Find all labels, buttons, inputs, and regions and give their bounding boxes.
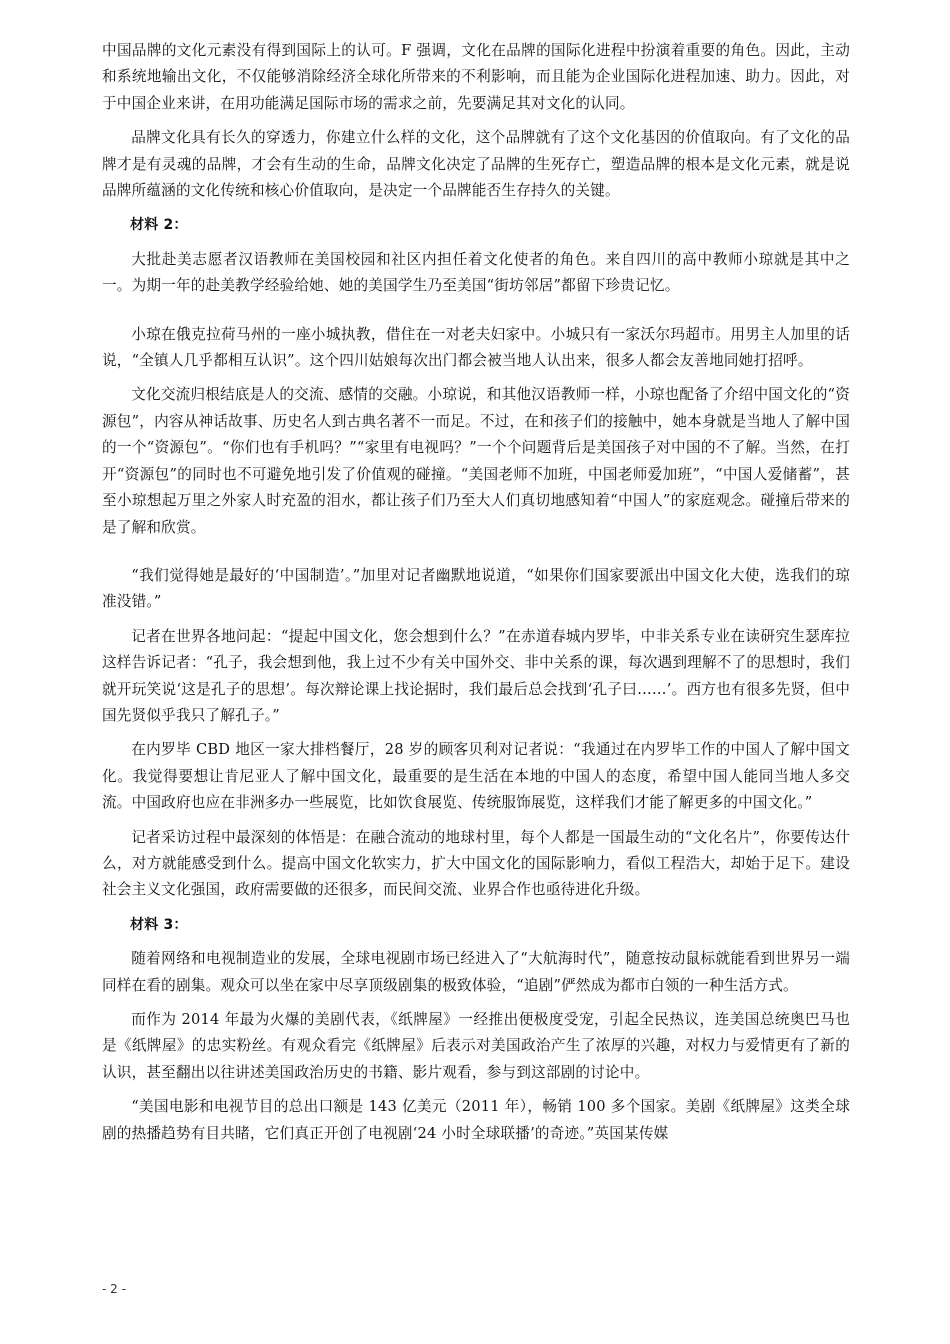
section-label-material-2: 材料 2：	[130, 217, 188, 234]
paragraph-3: 大批赴美志愿者汉语教师在美国校园和社区内担任着文化使者的角色。来自四川的高中教师小琼就是其中之一。为期一年的赴美教学经验给她、她的美国学生乃至美国“街坊邻居”都留下珍贵记忆。	[102, 250, 850, 295]
page-number: - 2 -	[102, 1282, 126, 1296]
paragraph-12: “美国电影和电视节目的总出口额是 143 亿美元（2011 年），畅销 100 多个国家。美剧《纸牌屋》这类全球剧的热播趋势有目共睹，它们真正开创了电视剧‘24 小时全球联播’的奇迹。”英国某传媒	[102, 1098, 850, 1142]
paragraph-4: 小琼在俄克拉荷马州的一座小城执教，借住在一对老夫妇家中。小城只有一家沃尔玛超市。用男主人加里的话说，“全镇人几乎都相互认识”。这个四川姑娘每次出门都会被当地人认出来，很多人都会友善地同她打招呼。	[102, 325, 850, 370]
document-body	[102, 38, 850, 1147]
paragraph-10: 随着网络和电视制造业的发展，全球电视剧市场已经进入了“大航海时代”，随意按动鼠标就能看到世界另一端同样在看的剧集。观众可以坐在家中尽享顶级剧集的极致体验，“追剧”俨然成为都市白领的一种生活方式。	[102, 950, 850, 994]
paragraph-1: 中国品牌的文化元素没有得到国际上的认可。F 强调，文化在品牌的国际化进程中扮演着重要的角色。因此，主动和系统地输出文化，不仅能够消除经济全球化所带来的不利影响，而且能为企业国际化进程加速、助力。因此，对于中国企业来讲，在用功能满足国际市场的需求之前，先要满足其对文化的认同。	[102, 42, 850, 112]
paragraph-6: “我们觉得她是最好的‘中国制造’。”加里对记者幽默地说道，“如果你们国家要派出中国文化大使，选我们的琼准没错。”	[102, 566, 850, 611]
paragraph-2: 品牌文化具有长久的穿透力，你建立什么样的文化，这个品牌就有了这个文化基因的价值取向。有了文化的品牌才是有灵魂的品牌，才会有生动的生命，品牌文化决定了品牌的生死存亡，塑造品牌的根本是文化元素，就是说品牌所蕴涵的文化传统和核心价值取向，是决定一个品牌能否生存持久的关键。	[102, 129, 850, 200]
paragraph-8: 在内罗毕 CBD 地区一家大排档餐厅，28 岁的顾客贝利对记者说：“我通过在内罗毕工作的中国人了解中国文化。我觉得要想让肯尼亚人了解中国文化，最重要的是生活在本地的中国人的态度，希望中国人能同当地人多交流。中国政府也应在非洲多办一些展览，比如饮食展览、传统服饰展览，这样我们才能了解更多的中国文化。”	[102, 741, 850, 812]
paragraph-5: 文化交流归根结底是人的交流、感情的交融。小琼说，和其他汉语教师一样，小琼也配备了介绍中国文化的“资源包”，内容从神话故事、历史名人到古典名著不一而足。不过，在和孩子们的接触中，她本身就是当地人了解中国的一个“资源包”。“你们也有手机吗？”“家里有电视吗？”一个个问题背后是美国孩子对中国的不了解。当然，在打开“资源包”的同时也不可避免地引发了价值观的碰撞。“美国老师不加班，中国老师爱加班”，“中国人爱储蓄”，甚至小琼想起万里之外家人时充盈的泪水，都让孩子们乃至大人们真切地感知着“中国人”的家庭观念。碰撞后带来的是了解和欣赏。	[102, 386, 850, 536]
paragraph-11: 而作为 2014 年最为火爆的美剧代表，《纸牌屋》一经推出便极度受宠，引起全民热议，连美国总统奥巴马也是《纸牌屋》的忠实粉丝。有观众看完《纸牌屋》后表示对美国政治产生了浓厚的兴趣，对权力与爱情更有了新的认识，甚至翻出以往讲述美国政治历史的书籍、影片观看，参与到这部剧的讨论中。	[102, 1011, 850, 1081]
section-label-material-3: 材料 3：	[130, 916, 188, 933]
paragraph-7: 记者在世界各地问起：“提起中国文化，您会想到什么？”在赤道春城内罗毕，中非关系专业在读研究生瑟库拉这样告诉记者：“孔子，我会想到他，我上过不少有关中国外交、非中关系的课，每次遇到理解不了的思想时，我们就开玩笑说‘这是孔子的思想’。每次辩论课上找论据时，我们最后总会找到‘孔子曰……’。西方也有很多先贤，但中国先贤似乎我只了解孔子。”	[102, 627, 850, 724]
paragraph-9: 记者采访过程中最深刻的体悟是：在融合流动的地球村里，每个人都是一国最生动的“文化名片”，你要传达什么，对方就能感受到什么。提高中国文化软实力，扩大中国文化的国际影响力，看似工程浩大，却始于足下。建设社会主义文化强国，政府需要做的还很多，而民间交流、业界合作也亟待进化升级。	[102, 828, 850, 899]
